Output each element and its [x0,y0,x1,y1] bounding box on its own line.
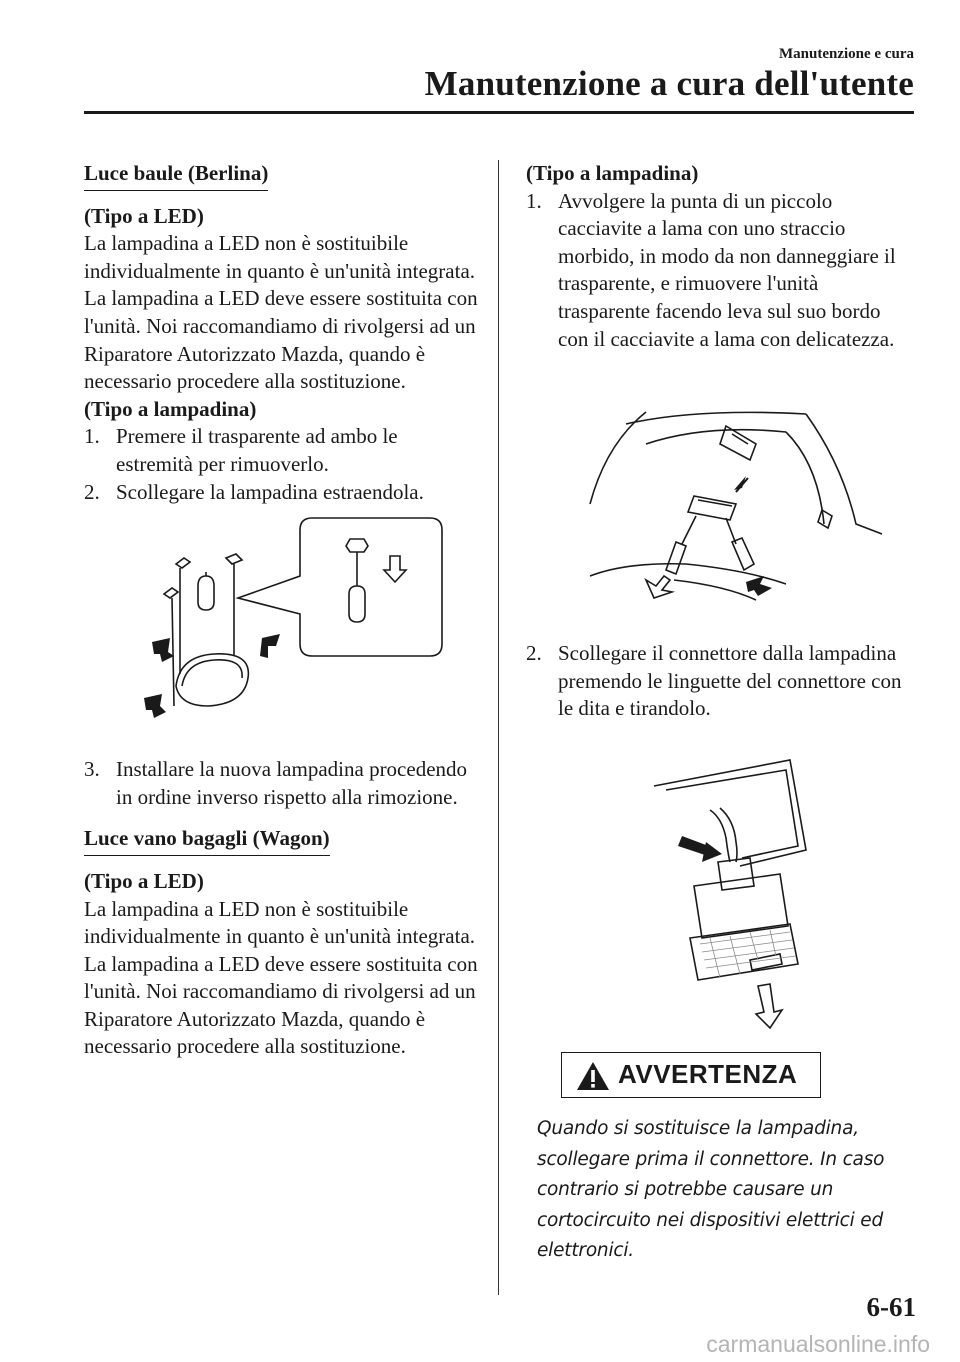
left-column [84,160,479,1061]
column-divider [498,160,499,1295]
step-1-right [526,188,911,354]
warning-text: Quando si sostituisce la lampadina, scollegare prima il connettore. In caso contrario si potrebbe causare un cortocircuito nei dispositivi elettrici ed elettronici. [537,1118,885,1262]
step-number: 1. [526,188,542,213]
step-2 [84,479,479,507]
led-type-subheading: (Tipo a LED) [84,203,204,228]
section-heading-trunk-light: Luce baule (Berlina) [84,160,268,191]
section-heading-cargo-light: Luce vano bagagli (Wagon) [84,825,330,856]
section-label: Manutenzione e cura [779,46,914,62]
step-2-right [526,640,911,723]
led-type-subheading-2: (Tipo a LED) [84,868,204,893]
warning-triangle-icon [576,1061,610,1096]
led2-paragraph-2: La lampadina a LED deve essere sostituita con l'unità. Noi raccomandiamo di rivolgersi ad un Riparatore Autorizzato Mazda, quando è necessario procedere alla sostituzione. [84,951,478,1059]
connector-illustration [650,758,840,1030]
step-number: 1. [84,424,100,449]
step-text: Premere il trasparente ad ambo le estremità per rimuoverlo. [116,424,398,476]
right-column [526,160,911,353]
step-text: Scollegare il connettore dalla lampadina premendo le linguette del connettore con le dita e tirandolo. [558,641,902,721]
header-rule [84,111,914,114]
right-step-2-block [526,640,911,723]
trunk-light-illustration [84,506,479,756]
pry-lens-illustration [586,404,886,604]
bulb-type-subheading: (Tipo a lampadina) [84,396,257,421]
page-title: Manutenzione a cura dell'utente [424,64,914,103]
led-paragraph-2: La lampadina a LED deve essere sostituita con l'unità. Noi raccomandiamo di rivolgersi ad un Riparatore Autorizzato Mazda, quando è necessario procedere alla sostituzione. [84,286,478,394]
step-number: 2. [84,479,100,504]
watermark: carmanualsonline.info [706,1331,930,1357]
step-number: 2. [526,641,542,665]
bulb-type-subheading-right: (Tipo a lampadina) [526,161,699,185]
step-text: Scollegare la lampadina estraendola. [116,479,424,504]
step-text: Installare la nuova lampadina procedendo in ordine inverso rispetto alla rimozione. [116,757,468,809]
led-paragraph-1: La lampadina a LED non è sostituibile individualmente in quanto è un'unità integrata. [84,231,476,283]
step-1 [84,423,479,478]
warning-box [561,1052,821,1098]
step-text: Avvolgere la punta di un piccolo cacciavite a lama con uno straccio morbido, in modo da non danneggiare il trasparente, e rimuovere l'unità trasparente facendo leva sul suo bordo con il cacciavite a lama con delicatezza. [558,188,896,351]
led2-paragraph-1: La lampadina a LED non è sostituibile individualmente in quanto è un'unità integrata. [84,896,476,949]
warning-label: AVVERTENZA [618,1059,798,1089]
step-number: 3. [84,757,100,782]
step-3 [84,756,479,811]
page-number: 6-61 [866,1292,916,1322]
